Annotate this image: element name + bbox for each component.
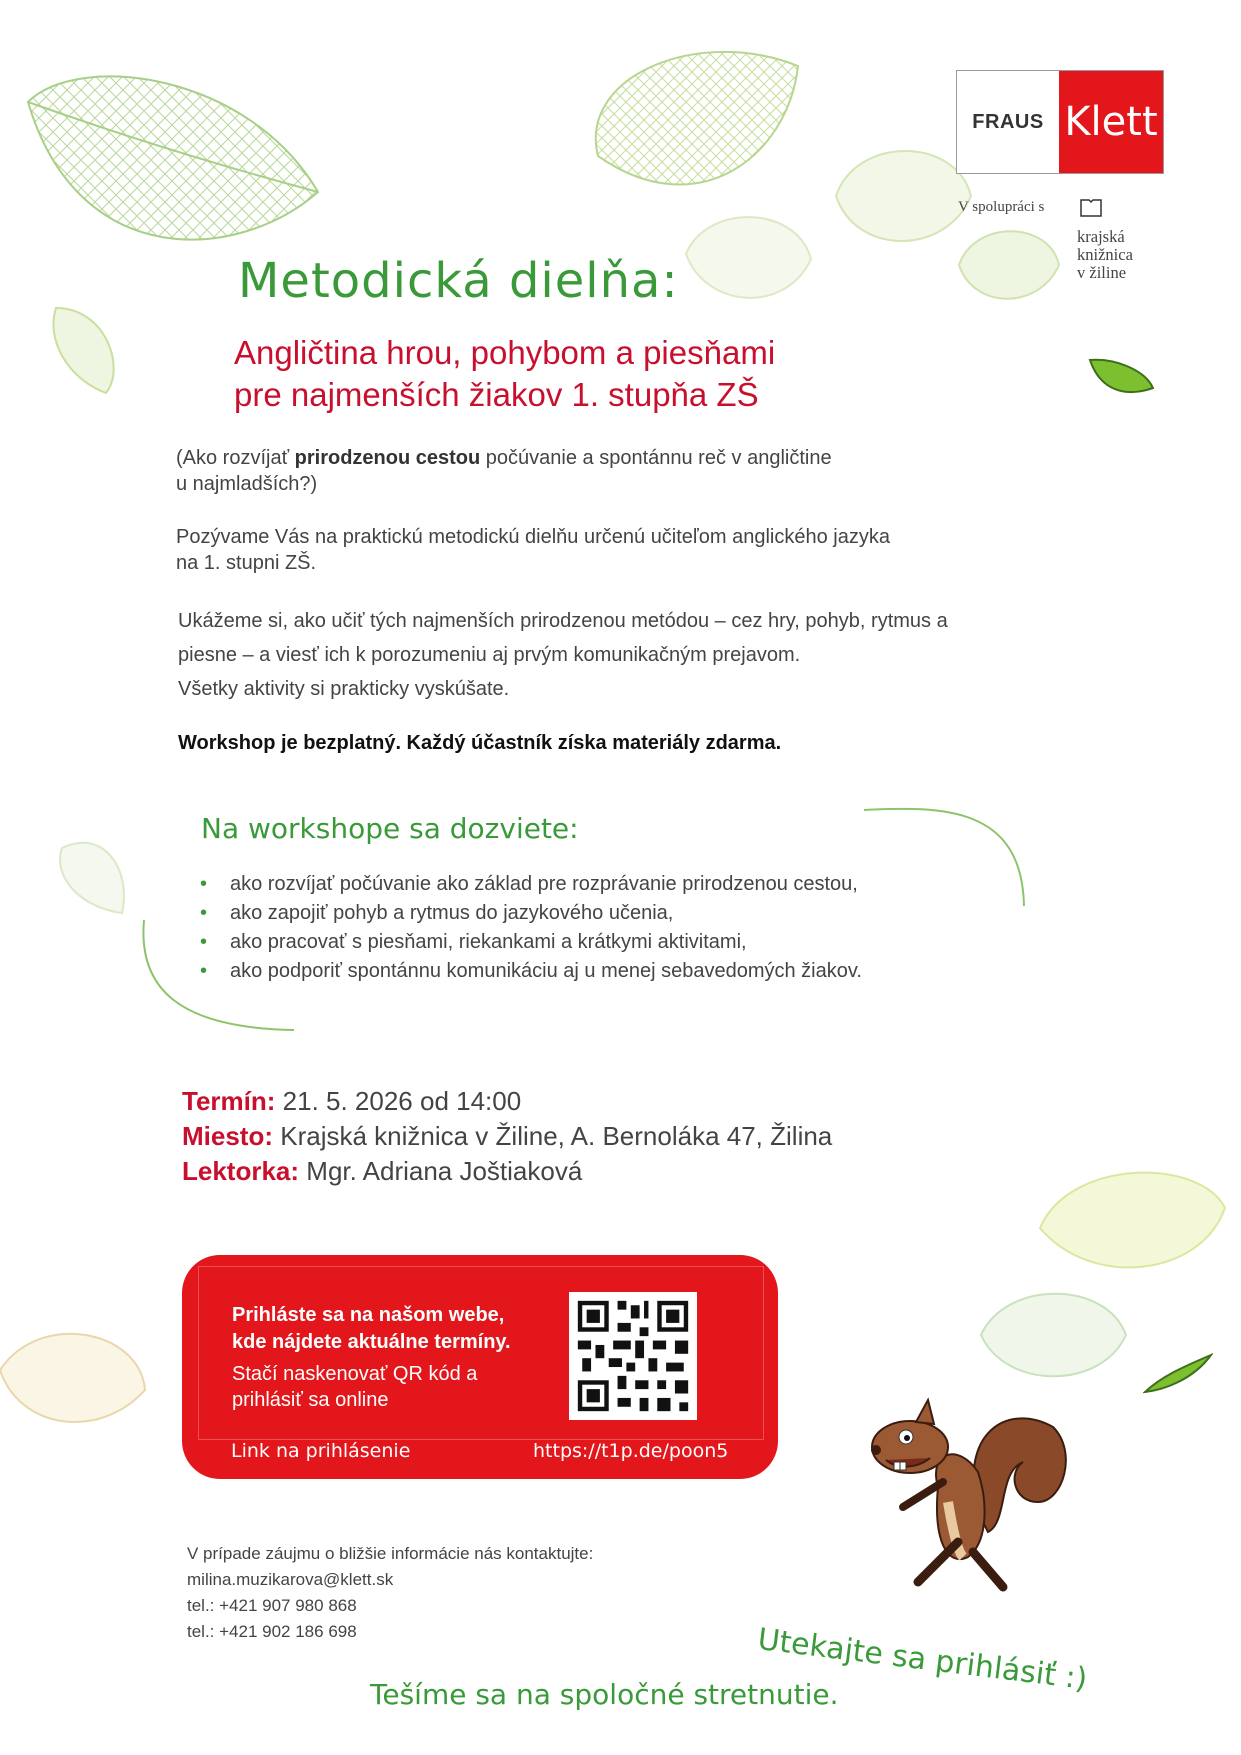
leaf-illustration-mid-left bbox=[52, 828, 132, 918]
decorative-curve-right bbox=[862, 806, 1032, 916]
place-row: Miesto: Krajská knižnica v Žiline, A. Bernoláka 47, Žilina bbox=[182, 1121, 833, 1151]
list-item: • ako zapojiť pohyb a rytmus do jazykového učenia, bbox=[200, 899, 862, 928]
partner-library-name: krajská knižnica v žiline bbox=[1077, 227, 1133, 282]
leaf-illustration-bottom-left bbox=[0, 1310, 150, 1440]
leaf-illustration-behind-partner bbox=[954, 220, 1064, 310]
lecturer-row: Lektorka: Mgr. Adriana Joštiaková bbox=[182, 1156, 583, 1186]
leaf-illustration-top-center bbox=[578, 36, 808, 216]
learn-list bbox=[200, 870, 862, 986]
free-note: Workshop je bezplatný. Každý účastník získa materiály zdarma. bbox=[178, 732, 782, 754]
contact-phone-2: tel.: +421 902 186 698 bbox=[187, 1622, 357, 1641]
leaf-illustration-bottom-right bbox=[976, 1280, 1131, 1390]
invite-paragraph: Pozývame Vás na praktickú metodickú dielňu určenú učiteľom anglického jazyka na 1. stupni ZŠ. bbox=[176, 526, 890, 574]
partner-prefix: V spolupráci s bbox=[958, 199, 1045, 215]
fraus-klett-logo bbox=[956, 70, 1164, 174]
contact-phone-1: tel.: +421 907 980 868 bbox=[187, 1596, 357, 1615]
leaf-illustration-bottom-right-large bbox=[1030, 1158, 1230, 1288]
green-leaf-icon-bottom bbox=[1143, 1350, 1213, 1402]
closing-line: Tešíme sa na spoločné stretnutie. bbox=[370, 1678, 839, 1711]
squirrel-illustration bbox=[838, 1392, 1078, 1602]
list-item: • ako podporiť spontánnu komunikáciu aj u menej sebavedomých žiakov. bbox=[200, 957, 862, 986]
registration-headline: Prihláste sa na našom webe, kde nájdete aktuálne termíny. bbox=[232, 1304, 511, 1353]
intro-paragraph: (Ako rozvíjať prirodzenou cestou počúvanie a spontánnu reč v angličtine u najmladších?) bbox=[176, 447, 832, 495]
page-subtitle: Angličtina hrou, pohybom a piesňami pre najmenších žiakov 1. stupňa ZŠ bbox=[234, 334, 776, 413]
contact-info: V prípade záujmu o bližšie informácie nás kontaktujte: milina.muzikarova@klett.sk tel.: +421 907 980 868 tel.: +421 902 186 698 bbox=[187, 1541, 593, 1645]
registration-instructions: Stačí naskenovať QR kód a prihlásiť sa online bbox=[232, 1363, 478, 1411]
logo-fraus: FRAUS bbox=[957, 71, 1059, 173]
leaf-illustration-small-left bbox=[46, 298, 126, 398]
leaf-illustration-right-mid bbox=[676, 204, 816, 314]
list-item: • ako pracovať s piesňami, riekankami a krátkymi aktivitami, bbox=[200, 928, 862, 957]
description-paragraph: Ukážeme si, ako učiť tých najmenších prirodzenou metódou – cez hry, pohyb, rytmus a piesne – a viesť ich k porozumeniu aj prvým komunikačným prejavom. Všetky aktivity si prakticky vyskúšate. bbox=[178, 610, 948, 700]
list-item: • ako rozvíjať počúvanie ako základ pre rozprávanie prirodzenou cestou, bbox=[200, 870, 862, 899]
registration-link-label[interactable]: Link na prihlásenie bbox=[231, 1440, 411, 1462]
logo-klett: Klett bbox=[1059, 71, 1163, 173]
event-details bbox=[182, 1084, 832, 1189]
hurry-tagline: Utekajte sa prihlásiť :) bbox=[755, 1622, 1090, 1698]
page-title: Metodická dielňa: bbox=[238, 253, 679, 309]
leaf-illustration-top-left bbox=[18, 62, 328, 272]
qr-code[interactable] bbox=[569, 1292, 697, 1420]
library-logo-icon bbox=[1079, 198, 1103, 218]
term-row: Termín: 21. 5. 2026 od 14:00 bbox=[182, 1086, 522, 1116]
registration-link-url[interactable]: https://t1p.de/poon5 bbox=[533, 1440, 729, 1462]
contact-email[interactable]: milina.muzikarova@klett.sk bbox=[187, 1570, 394, 1589]
green-leaf-icon bbox=[1085, 350, 1155, 398]
learn-heading: Na workshope sa dozviete: bbox=[201, 812, 579, 845]
